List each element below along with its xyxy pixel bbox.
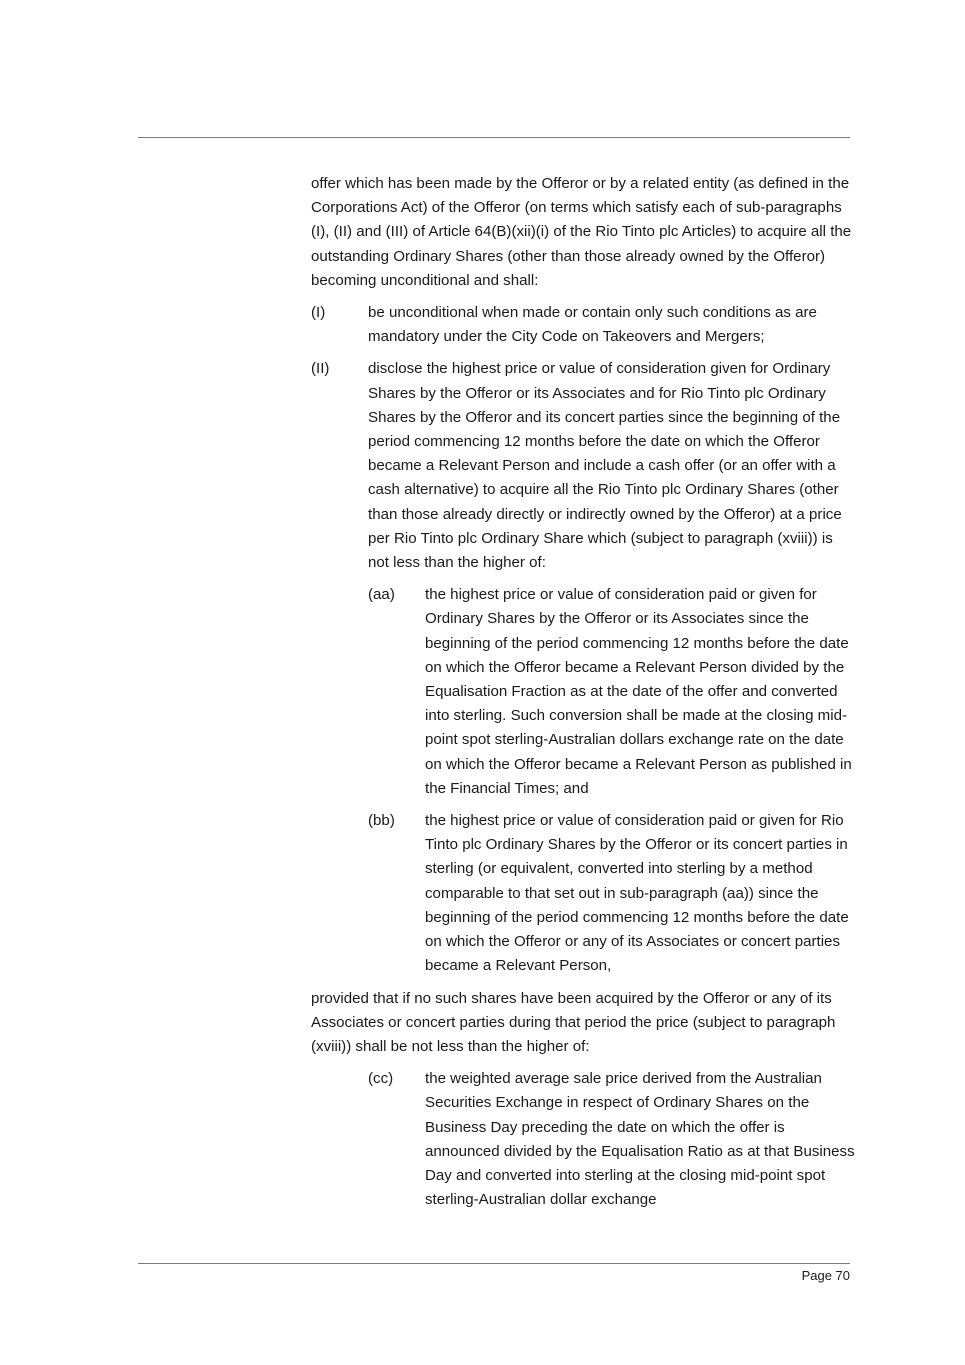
document-body bbox=[311, 172, 856, 1212]
page-number: Page 70 bbox=[801, 1268, 850, 1283]
list-item-II bbox=[311, 357, 856, 575]
sub-item-aa bbox=[368, 583, 856, 801]
sub-item-bb bbox=[368, 809, 856, 978]
list-item-I bbox=[311, 301, 856, 349]
sub-item-cc bbox=[368, 1067, 856, 1212]
proviso-paragraph: provided that if no such shares have been acquired by the Offeror or any of its Associates or concert parties during that period the price (subject to paragraph (xviii)) shall be not less than the higher of: bbox=[311, 989, 836, 1055]
sub-item-number: (cc) bbox=[368, 1070, 394, 1088]
sub-item-text: the highest price or value of consideration paid or given for Ordinary Shares by the Offeror or its Associates since the beginning of the period commencing 12 months before the date on which the Offeror became a Relevant Person divided by the Equalisation Fraction as at the date of the offer and converted into sterling. Such conversion shall be made at the closing mid-point spot sterling-Australian dollars exchange rate on the date on which the Offeror became a Relevant Person as published in the Financial Times; and bbox=[425, 586, 852, 797]
list-item-number: (I) bbox=[311, 304, 326, 322]
sub-item-text: the highest price or value of consideration paid or given for Rio Tinto plc Ordinary Shares by the Offeror or its concert parties in sterling (or equivalent, converted into sterling by a method comparable to that set out in sub-paragraph (aa)) since the beginning of the period commencing 12 months before the date on which the Offeror or any of its Associates or concert parties became a Relevant Person, bbox=[425, 812, 849, 975]
footer-rule bbox=[138, 1263, 850, 1264]
sub-item-number: (aa) bbox=[368, 586, 395, 604]
list-item-number: (II) bbox=[311, 360, 330, 378]
sub-item-text: the weighted average sale price derived from the Australian Securities Exchange in respect of Ordinary Shares on the Business Day preceding the date on which the offer is announced divided by the Equalisation Ratio as at that Business Day and converted into sterling at the closing mid-point spot sterling-Australian dollar exchange bbox=[425, 1070, 855, 1209]
list-item-text: be unconditional when made or contain only such conditions as are mandatory under the City Code on Takeovers and Mergers; bbox=[368, 304, 817, 346]
list-item-text: disclose the highest price or value of consideration given for Ordinary Shares by the Offeror or its Associates and for Rio Tinto plc Ordinary Shares by the Offeror and its concert parties since the beginning of the period commencing 12 months before the date on which the Offeror became a Relevant Person and include a cash offer (or an offer with a cash alternative) to acquire all the Rio Tinto plc Ordinary Shares (other than those already directly or indirectly owned by the Offeror) at a price per Rio Tinto plc Ordinary Share which (subject to paragraph (xviii)) is not less than the higher of: bbox=[368, 360, 842, 572]
sub-item-number: (bb) bbox=[368, 812, 395, 830]
header-rule bbox=[138, 137, 850, 138]
intro-paragraph: offer which has been made by the Offeror or by a related entity (as defined in the Corporations Act) of the Offeror (on terms which satisfy each of sub-paragraphs (I), (II) and (III) of Article 64(B)(xii)(i) of the Rio Tinto plc Articles) to acquire all the outstanding Ordinary Shares (other than those already owned by the Offeror) becoming unconditional and shall: bbox=[311, 175, 852, 289]
